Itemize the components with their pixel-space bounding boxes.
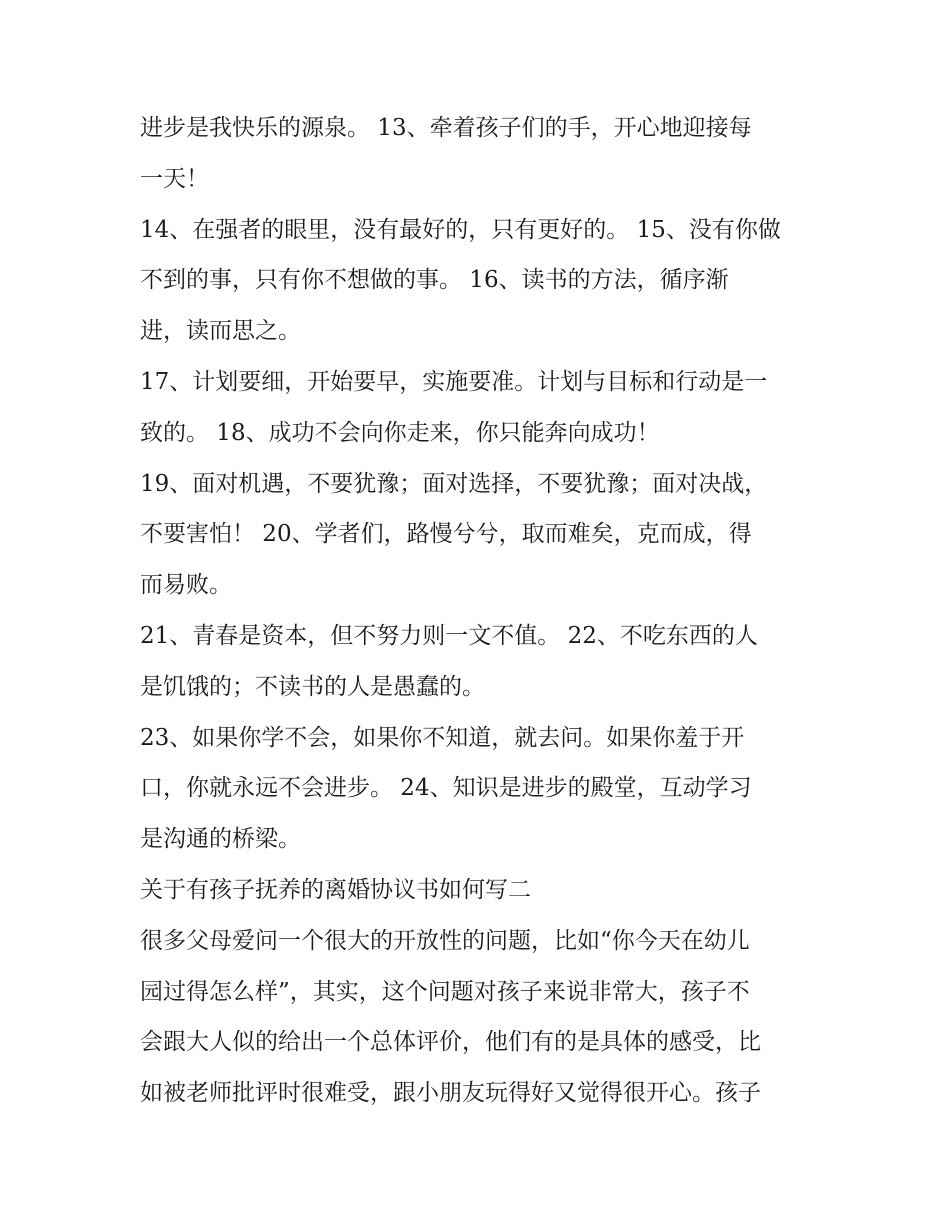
text-line: 不要害怕！ 20、学者们，路慢兮兮，取而难矣，克而成，得 (140, 521, 752, 548)
text-line: 19、面对机遇，不要犹豫；面对选择，不要犹豫；面对决战， (140, 470, 768, 497)
text-line: 而易败。 (140, 572, 232, 599)
text-line: 如被老师批评时很难受，跟小朋友玩得好又觉得很开心。孩子 (140, 1080, 761, 1107)
text-line: 园过得怎么样”，其实，这个问题对孩子来说非常大，孩子不 (140, 978, 750, 1005)
document-body (140, 103, 820, 1119)
text-line: 是沟通的桥梁。 (140, 826, 301, 853)
text-line: 21、青春是资本，但不努力则一文不值。 22、不吃东西的人 (140, 622, 758, 649)
text-line: 口，你就永远不会进步。 24、知识是进步的殿堂，互动学习 (140, 775, 752, 802)
text-line: 14、在强者的眼里，没有最好的，只有更好的。 15、没有你做 (140, 216, 781, 243)
text-line: 不到的事，只有你不想做的事。 16、读书的方法，循序渐 (140, 267, 729, 294)
text-line: 是饥饿的；不读书的人是愚蠢的。 (140, 673, 485, 700)
text-line: 17、计划要细，开始要早，实施要准。计划与目标和行动是一 (140, 368, 768, 395)
text-line: 致的。 18、成功不会向你走来，你只能奔向成功！ (140, 419, 660, 446)
text-line: 一天！ (140, 165, 209, 192)
text-line: 进，读而思之。 (140, 318, 301, 345)
text-line: 23、如果你学不会，如果你不知道，就去问。如果你羞于开 (140, 724, 745, 751)
text-line: 会跟大人似的给出一个总体评价，他们有的是具体的感受，比 (140, 1029, 761, 1056)
section-heading: 关于有孩子抚养的离婚协议书如何写二 (140, 876, 531, 903)
text-line: 很多父母爱问一个很大的开放性的问题，比如“你今天在幼儿 (140, 927, 750, 954)
text-line: 进步是我快乐的源泉。 13、牵着孩子们的手，开心地迎接每 (140, 115, 752, 141)
